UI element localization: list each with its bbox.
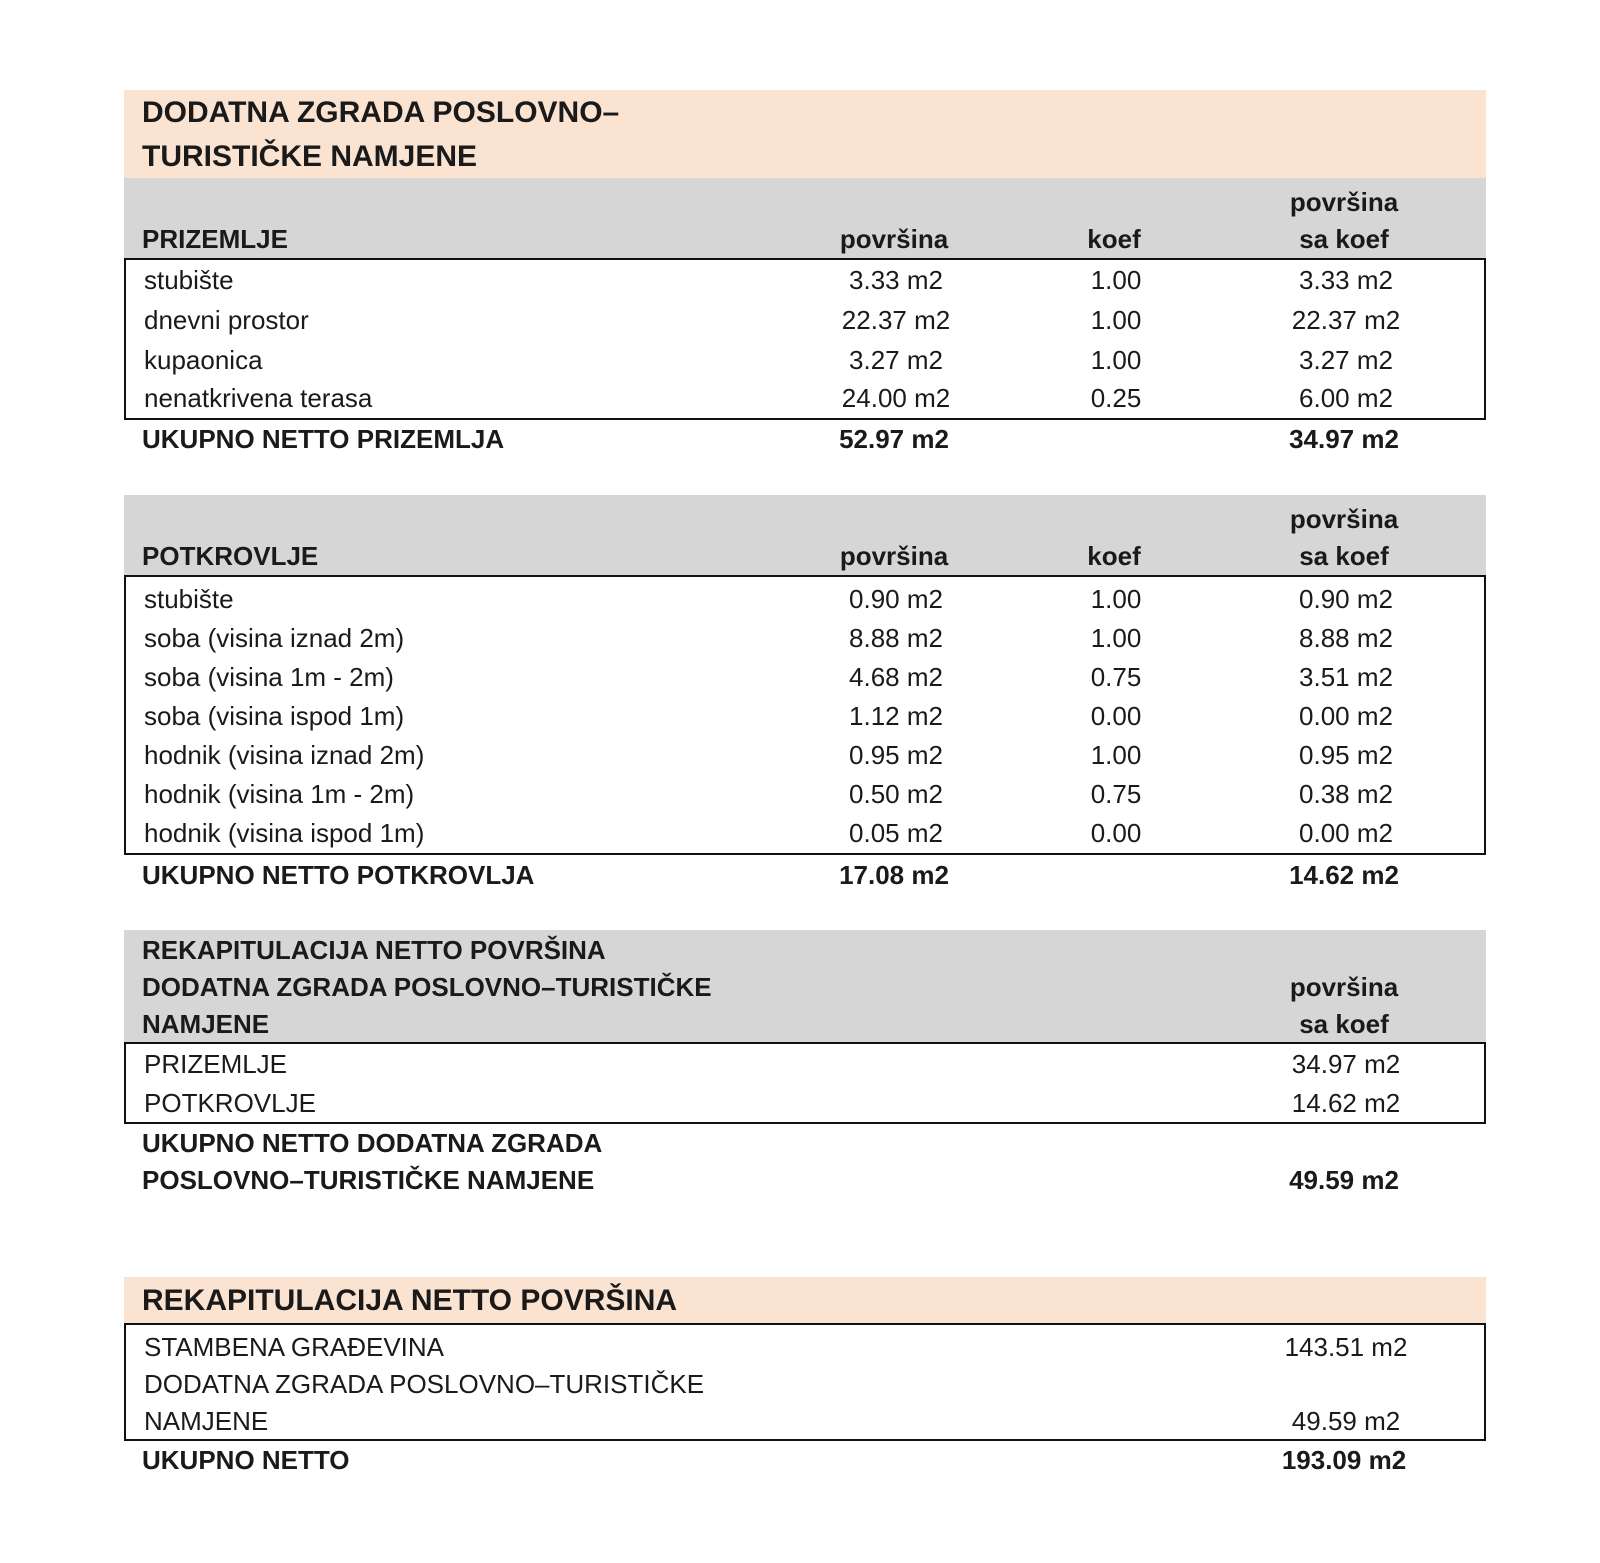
table-row [126,260,1484,300]
room-coef: 1.00 [1090,305,1142,335]
room-coef: 1.00 [1090,740,1142,770]
total-label: UKUPNO NETTO PRIZEMLJA [142,424,505,454]
table-row [126,813,1484,853]
room-area: 0.95 m2 [849,740,943,770]
room-name: dnevni prostor [144,305,309,335]
room-name: soba (visina iznad 2m) [144,623,405,653]
room-area-coef: 3.33 m2 [1299,265,1393,295]
recap-item-name-line2: NAMJENE [144,1406,269,1436]
room-name: hodnik (visina 1m - 2m) [144,779,415,809]
recap-floor-name: PRIZEMLJE [144,1049,288,1079]
room-area: 0.05 m2 [849,818,943,848]
table-row [126,696,1484,736]
room-area-coef: 0.00 m2 [1299,818,1393,848]
ground-floor-table [124,258,1486,420]
building-recap-header [124,930,1486,1042]
room-area: 24.00 m2 [841,383,951,413]
room-coef: 1.00 [1090,345,1142,375]
room-area-coef: 0.90 m2 [1299,584,1393,614]
room-area: 3.33 m2 [849,265,943,295]
total-area: 17.08 m2 [839,860,949,890]
table-row [126,735,1484,775]
room-area: 4.68 m2 [849,662,943,692]
room-coef: 0.75 [1090,779,1142,809]
room-coef: 1.00 [1090,623,1142,653]
building-title-band [124,90,1486,178]
room-area-coef: 6.00 m2 [1299,383,1393,413]
table-row [126,300,1484,340]
total-area-coef: 14.62 m2 [1289,860,1399,890]
table-row [126,378,1484,418]
overall-total-label: UKUPNO NETTO [142,1445,350,1475]
recap-floor-value: 34.97 m2 [1291,1049,1401,1079]
room-area: 3.27 m2 [849,345,943,375]
room-area-coef: 0.00 m2 [1299,701,1393,731]
room-name: stubište [144,584,234,614]
building-recap-header-line3: NAMJENE [142,1009,270,1039]
room-area-coef: 0.95 m2 [1299,740,1393,770]
room-name: hodnik (visina iznad 2m) [144,740,425,770]
building-title-line1: DODATNA ZGRADA POSLOVNO– [142,96,620,129]
room-area-coef: 0.38 m2 [1299,779,1393,809]
room-coef: 0.00 [1090,818,1142,848]
area-coef-column-header-line1: površina [1289,972,1399,1002]
recap-floor-value: 14.62 m2 [1291,1088,1401,1118]
area-coef-column-header-line1: površina [1289,187,1399,217]
recap-item-name-line1: DODATNA ZGRADA POSLOVNO–TURISTIČKE [144,1369,705,1399]
total-label: UKUPNO NETTO POTKROVLJA [142,860,535,890]
coef-column-header: koef [1087,541,1141,571]
room-name: stubište [144,265,234,295]
area-column-header: površina [839,224,949,254]
ground-floor-header [124,178,1486,258]
attic-label: POTKROVLJE [142,541,319,571]
total-area-coef: 34.97 m2 [1289,424,1399,454]
table-row [126,774,1484,814]
room-area: 22.37 m2 [841,305,951,335]
total-area: 52.97 m2 [839,424,949,454]
area-coef-column-header-line2: sa koef [1299,224,1389,254]
room-name: hodnik (visina ispod 1m) [144,818,425,848]
table-row [126,1327,1484,1367]
area-coef-column-header-line1: površina [1289,504,1399,534]
room-area: 1.12 m2 [849,701,943,731]
area-coef-column-header-line2: sa koef [1299,541,1389,571]
recap-item-name: STAMBENA GRAĐEVINA [144,1332,445,1362]
room-area-coef: 3.27 m2 [1299,345,1393,375]
table-row [126,579,1484,619]
table-row [126,1044,1484,1084]
room-coef: 0.75 [1090,662,1142,692]
building-recap-total-line1: UKUPNO NETTO DODATNA ZGRADA [142,1128,603,1158]
building-recap-total-value: 49.59 m2 [1289,1165,1399,1195]
room-area-coef: 8.88 m2 [1299,623,1393,653]
room-name: nenatkrivena terasa [144,383,373,413]
recap-item-value: 49.59 m2 [1291,1406,1401,1436]
room-name: kupaonica [144,345,263,375]
building-recap-table [124,1042,1486,1124]
room-area: 0.90 m2 [849,584,943,614]
recap-floor-name: POTKROVLJE [144,1088,316,1118]
recap-item-value: 143.51 m2 [1284,1332,1408,1362]
room-coef: 0.00 [1090,701,1142,731]
table-row [126,618,1484,658]
table-row [126,1364,1484,1404]
room-coef: 0.25 [1090,383,1142,413]
room-area-coef: 3.51 m2 [1299,662,1393,692]
building-recap-total-line2: POSLOVNO–TURISTIČKE NAMJENE [142,1165,595,1195]
overall-recap-title: REKAPITULACIJA NETTO POVRŠINA [142,1284,678,1317]
area-coef-column-header-line2: sa koef [1299,1009,1389,1039]
room-area: 8.88 m2 [849,623,943,653]
table-row [126,1401,1484,1441]
attic-table [124,575,1486,855]
room-coef: 1.00 [1090,584,1142,614]
ground-floor-label: PRIZEMLJE [142,224,288,254]
room-name: soba (visina 1m - 2m) [144,662,394,692]
attic-header [124,495,1486,575]
room-name: soba (visina ispod 1m) [144,701,405,731]
overall-total-value: 193.09 m2 [1281,1445,1407,1475]
room-area: 0.50 m2 [849,779,943,809]
building-title-line2: TURISTIČKE NAMJENE [142,140,478,173]
room-area-coef: 22.37 m2 [1291,305,1401,335]
overall-recap-table [124,1323,1486,1441]
overall-recap-title-band [124,1277,1486,1323]
table-row [126,340,1484,380]
coef-column-header: koef [1087,224,1141,254]
building-recap-header-line2: DODATNA ZGRADA POSLOVNO–TURISTIČKE [142,972,712,1002]
table-row [126,657,1484,697]
table-row [126,1083,1484,1123]
building-recap-header-line1: REKAPITULACIJA NETTO POVRŠINA [142,935,606,965]
room-coef: 1.00 [1090,265,1142,295]
area-column-header: površina [839,541,949,571]
